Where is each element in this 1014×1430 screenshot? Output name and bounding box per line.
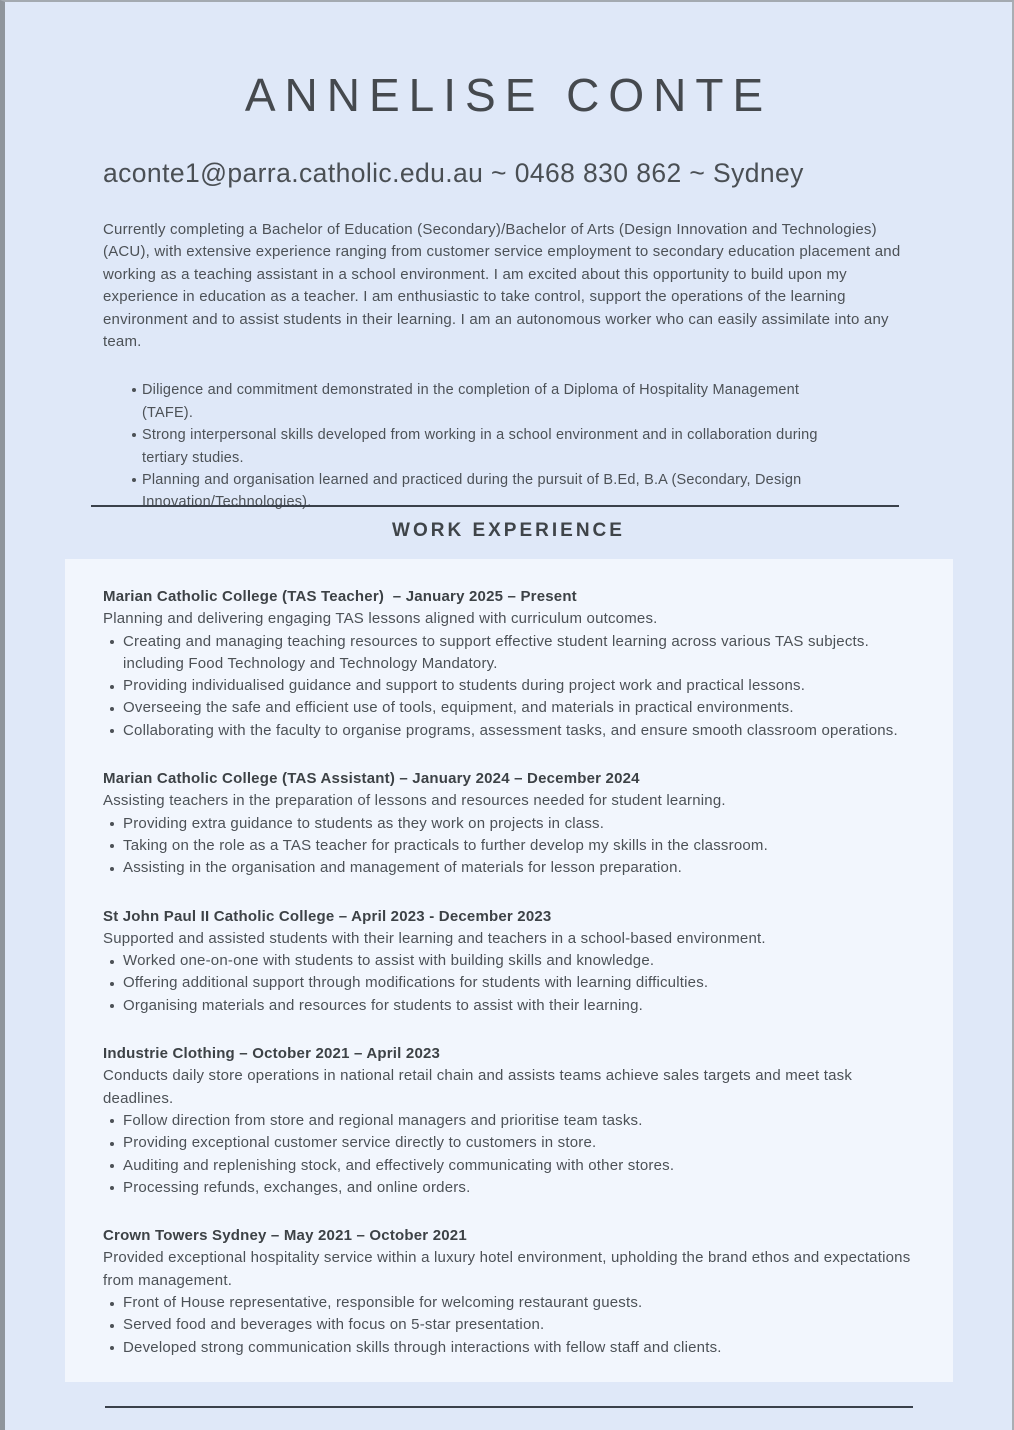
job-bullets-list [103, 813, 917, 880]
job-bullets-list [103, 631, 917, 742]
job-bullet: Processing refunds, exchanges, and online orders. [103, 1177, 917, 1199]
job-title: Marian Catholic College (TAS Teacher) – January 2025 – Present [103, 588, 577, 605]
section-divider-bottom [105, 1406, 913, 1408]
job-bullet: Developed strong communication skills through interactions with fellow staff and clients. [103, 1337, 917, 1359]
work-experience-panel [65, 559, 953, 1382]
highlights-list [103, 379, 847, 513]
job-bullet: Served food and beverages with focus on 5-star presentation. [103, 1314, 917, 1336]
contact-line: aconte1@parra.catholic.edu.au ~ 0468 830 862 ~ Sydney [103, 158, 804, 188]
job-description: Supported and assisted students with their learning and teachers in a school-based environment. [103, 929, 766, 947]
job-bullet: Creating and managing teaching resources to support effective student learning across various TAS subjects. including Food Technology and Technology Mandatory. [103, 631, 917, 676]
job-description: Planning and delivering engaging TAS lessons aligned with curriculum outcomes. [103, 610, 658, 628]
job-bullet: Front of House representative, responsible for welcoming restaurant guests. [103, 1292, 917, 1314]
job-bullets-list [103, 1292, 917, 1359]
job-entry-st-john-paul [103, 906, 917, 1017]
highlight-item: Diligence and commitment demonstrated in the completion of a Diploma of Hospitality Management (TAFE). [103, 379, 847, 424]
job-entry-marian-tas-assistant [103, 768, 917, 879]
job-bullet: Offering additional support through modifications for students with learning difficulties. [103, 972, 917, 994]
job-bullet: Collaborating with the faculty to organise programs, assessment tasks, and ensure smooth classroom operations. [103, 720, 917, 742]
work-experience-section-title: WORK EXPERIENCE [392, 520, 625, 541]
job-bullet: Providing individualised guidance and support to students during project work and practical lessons. [103, 675, 917, 697]
job-title: St John Paul II Catholic College – April 2023 - December 2023 [103, 907, 552, 925]
job-bullet: Worked one-on-one with students to assist with building skills and knowledge. [103, 950, 917, 972]
job-bullets-list [103, 950, 917, 1017]
job-description: Assisting teachers in the preparation of lessons and resources needed for student learning. [103, 792, 726, 810]
section-divider-top [91, 505, 899, 507]
job-bullets-list [103, 1110, 917, 1199]
job-bullet: Providing extra guidance to students as they work on projects in class. [103, 813, 917, 835]
job-bullet: Taking on the role as a TAS teacher for practicals to further develop my skills in the classroom. [103, 835, 917, 857]
job-title: Crown Towers Sydney – May 2021 – October 2021 [103, 1227, 467, 1245]
job-bullet: Follow direction from store and regional managers and prioritise team tasks. [103, 1110, 917, 1132]
job-bullet: Auditing and replenishing stock, and effectively communicating with other stores. [103, 1155, 917, 1177]
job-description: Provided exceptional hospitality service within a luxury hotel environment, upholding the brand ethos and expectations from management. [103, 1249, 911, 1289]
job-bullet: Providing exceptional customer service directly to customers in store. [103, 1132, 917, 1154]
highlight-item: Strong interpersonal skills developed from working in a school environment and in collaboration during tertiary studies. [103, 424, 847, 469]
job-description: Conducts daily store operations in national retail chain and assists teams achieve sales targets and meet task deadlines. [103, 1067, 853, 1107]
page-title: ANNELISE CONTE [244, 69, 773, 121]
job-entry-marian-tas-teacher [103, 586, 917, 742]
job-title: Industrie Clothing – October 2021 – April 2023 [103, 1045, 441, 1063]
job-title: Marian Catholic College (TAS Assistant) – January 2024 – December 2024 [103, 770, 640, 788]
job-entry-crown-towers [103, 1225, 917, 1359]
summary-paragraph: Currently completing a Bachelor of Education (Secondary)/Bachelor of Arts (Design Innovation and Technologies) (ACU), with extensive experience ranging from customer service employment to secondary education placement and working as a teaching assistant in a school environment. I am excited about this opportunity to build upon my experience in education as a teacher. I am enthusiastic to take control, support the operations of the learning environment and to assist students in their learning. I am an autonomous worker who can easily assimilate into any team. [103, 221, 901, 351]
highlight-item: Planning and organisation learned and practiced during the pursuit of B.Ed, B.A (Secondary, Design Innovation/Technologies). [103, 469, 847, 514]
job-bullet: Overseeing the safe and efficient use of tools, equipment, and materials in practical environments. [103, 697, 917, 719]
job-bullet: Assisting in the organisation and management of materials for lesson preparation. [103, 857, 917, 879]
job-entry-industrie-clothing [103, 1043, 917, 1199]
job-bullet: Organising materials and resources for students to assist with their learning. [103, 995, 917, 1017]
